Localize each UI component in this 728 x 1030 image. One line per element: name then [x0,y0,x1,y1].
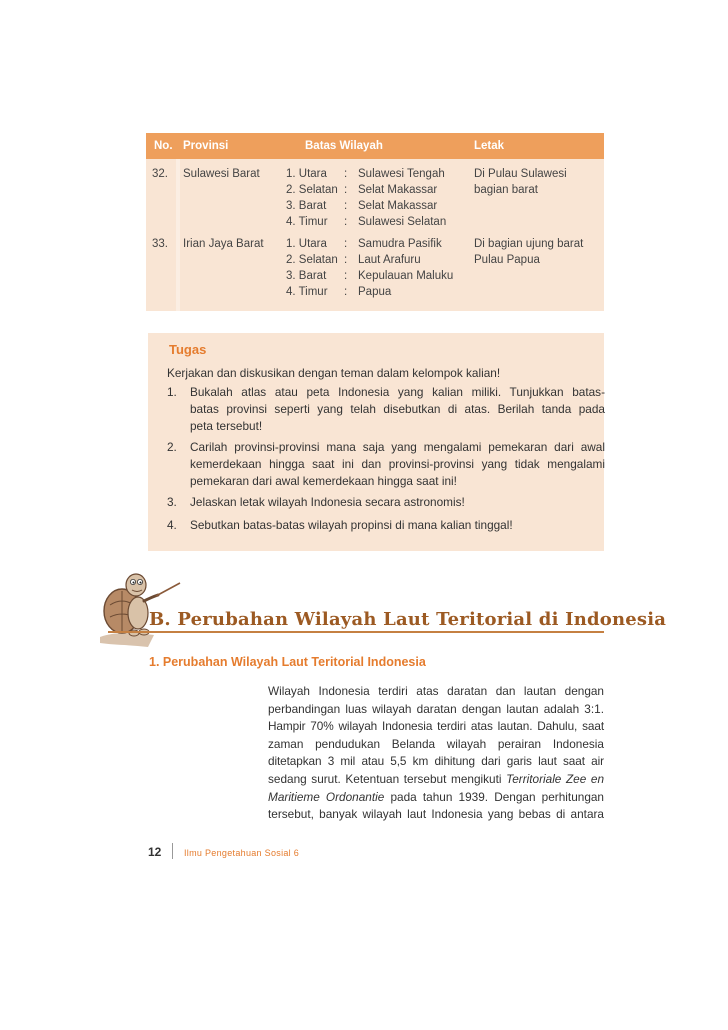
batas-direction: 3. Barat [286,200,327,212]
task-line: Jelaskan letak wilayah Indonesia secara astronomis! [190,495,465,509]
row-number: 32. [152,168,168,180]
batas-value: Selat Makassar [358,200,438,212]
task-number: 4. [167,518,177,532]
table-header [146,133,604,159]
batas-value: Sulawesi Tengah [358,168,445,180]
batas-colon: : [344,238,348,250]
page-number: 12 [148,845,162,859]
batas-direction: 4. Timur [286,286,328,298]
batas-colon: : [344,200,348,212]
task-number: 1. [167,385,177,399]
batas-value: Kepulauan Maluku [358,270,454,282]
book-title: Ilmu Pengetahuan Sosial 6 [184,848,300,858]
row-number: 33. [152,238,168,250]
batas-direction: 3. Barat [286,270,327,282]
batas-colon: : [344,216,348,228]
batas-direction: 2. Selatan [286,254,338,266]
batas-direction: 2. Selatan [286,184,338,196]
letak-line: Di Pulau Sulawesi [474,168,567,180]
batas-direction: 4. Timur [286,216,328,228]
task-line: Carilah provinsi-provinsi mana saja yang mengalami pemekaran dari awal [190,440,605,454]
body-paragraph [268,683,604,824]
paragraph-line [268,771,604,789]
paragraph-italic-text: Maritieme Ordonantie [268,789,385,804]
batas-value: Selat Makassar [358,184,438,196]
task-number: 2. [167,440,177,454]
row-letak [474,166,567,198]
paragraph-line [268,789,604,807]
paragraph-italic-text: Territoriale Zee en [506,771,605,786]
task-line: Bukalah atlas atau peta Indonesia yang kalian miliki. Tunjukkan batas- [190,385,605,399]
batas-value: Papua [358,286,392,298]
paragraph-text: sedang surut. Ketentuan tersebut mengikuti [268,771,507,786]
batas-direction: 1. Utara [286,168,327,180]
paragraph-line: Hampir 70% wilayah Indonesia terdiri atas lautan. Dahulu, saat [268,719,604,734]
task-line: peta tersebut! [190,419,263,433]
footer-divider [172,843,173,859]
batas-colon: : [344,286,348,298]
header-no: No. [154,140,173,152]
batas-colon: : [344,184,348,196]
paragraph-line: ditetapkan 3 mil atau 5,5 km dihitung dari garis laut saat air [268,754,604,769]
batas-value: Laut Arafuru [358,254,421,266]
row-letak [474,236,583,268]
tugas-intro: Kerjakan dan diskusikan dengan teman dalam kelompok kalian! [167,366,501,380]
subsection-title: 1. Perubahan Wilayah Laut Teritorial Indonesia [149,655,426,669]
header-provinsi: Provinsi [183,140,229,152]
letak-line: bagian barat [474,184,538,196]
batas-colon: : [344,270,348,282]
batas-colon: : [344,254,348,266]
paragraph-line: zaman pendudukan Belanda wilayah perairan Indonesia [268,736,604,751]
row-provinsi: Irian Jaya Barat [183,238,264,250]
task-line: kemerdekaan hingga saat ini dan provinsi-provinsi yang tidak mengalami [190,457,605,471]
letak-line: Pulau Papua [474,254,540,266]
section-underline [108,631,604,633]
batas-value: Samudra Pasifik [358,238,442,250]
paragraph-text: pada tahun 1939. Dengan perhitungan [384,789,604,804]
header-letak: Letak [474,140,505,152]
row-batas-wilayah [286,166,446,230]
tugas-box [148,333,604,551]
column-divider [176,159,180,311]
task-number: 3. [167,495,177,509]
task-line: batas provinsi seperti yang telah disebutkan di atas. Berilah tanda pada [190,402,605,416]
paragraph-line: perbandingan luas wilayah daratan dengan lautan adalah 3:1. [268,701,604,716]
batas-value: Sulawesi Selatan [358,216,447,228]
task-line: Sebutkan batas-batas wilayah propinsi di mana kalian tinggal! [190,518,513,532]
batas-colon: : [344,168,348,180]
batas-direction: 1. Utara [286,238,327,250]
tugas-title: Tugas [169,342,207,357]
row-provinsi: Sulawesi Barat [183,168,260,180]
section-title: B. Perubahan Wilayah Laut Teritorial di Indonesia [149,609,667,630]
province-border-table [146,133,604,311]
paragraph-line: Wilayah Indonesia terdiri atas daratan dan lautan dengan [268,684,604,698]
paragraph-line: tersebut, banyak wilayah laut Indonesia yang bebas di antara [268,807,604,822]
row-batas-wilayah [286,236,453,300]
task-line: pemekaran dari awal kemerdekaan hingga saat ini! [190,474,457,488]
letak-line: Di bagian ujung barat [474,238,584,250]
header-batas-wilayah: Batas Wilayah [305,140,383,152]
